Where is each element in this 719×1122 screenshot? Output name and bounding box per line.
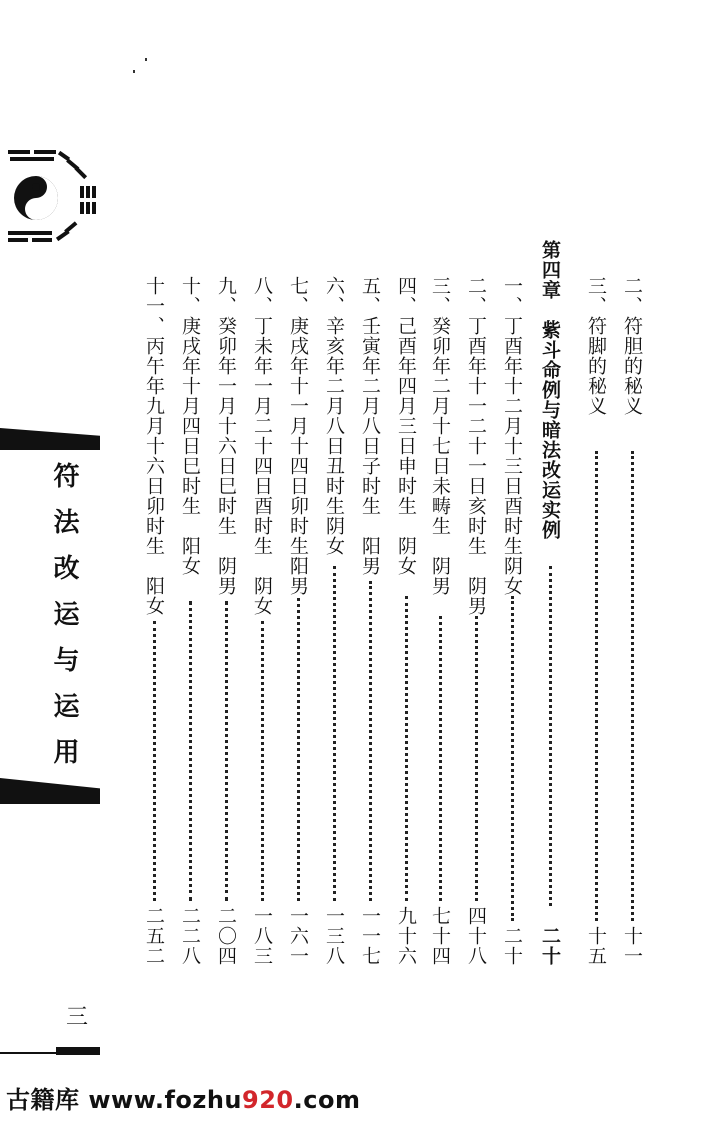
toc-entry xyxy=(322,276,348,966)
toc-entry xyxy=(464,276,490,966)
watermark-text: 古籍库 www.fozhu xyxy=(6,1086,243,1114)
toc-title: 七、庚戌年十一月十四日卯时生阳男 xyxy=(287,276,309,596)
toc-title: 九、癸卯年一月十六日巳时生 阴男 xyxy=(215,276,237,596)
toc-title: 八、丁未年一月二十四日酉时生 阴女 xyxy=(251,276,273,616)
toc-chapter-entry xyxy=(538,240,564,966)
bagua-taiji-icon xyxy=(0,140,110,250)
toc-title: 五、壬寅年二月八日子时生 阳男 xyxy=(359,276,381,576)
page-number: 三 xyxy=(66,1005,89,1030)
toc-entry xyxy=(394,276,420,966)
toc-page: 二十 xyxy=(501,926,523,966)
toc-page: 二〇四 xyxy=(215,906,237,966)
spine-bar-top xyxy=(0,428,100,450)
toc-entry xyxy=(428,276,454,966)
toc-page: 一一七 xyxy=(359,906,381,966)
toc-page: 十一 xyxy=(621,926,643,966)
toc-entry xyxy=(620,276,646,966)
speck xyxy=(145,58,147,61)
toc-page: 十五 xyxy=(585,926,607,966)
toc-entry xyxy=(250,276,276,966)
toc-leader xyxy=(631,451,634,921)
toc-entry xyxy=(500,276,526,966)
toc-leader xyxy=(549,566,552,906)
toc-page: 一八三 xyxy=(251,906,273,966)
toc-title: 一、丁酉年十二月十三日酉时生阴女 xyxy=(501,276,523,596)
toc-title: 十一、丙午年九月十六日卯时生 阳女 xyxy=(143,276,165,616)
toc-entry xyxy=(358,276,384,966)
toc-title: 二、丁酉年十一二十一日亥时生 阴男 xyxy=(465,276,487,616)
toc-title: 十、庚戌年十月四日巳时生 阳女 xyxy=(179,276,201,576)
watermark-number: 920 xyxy=(242,1086,294,1114)
toc-page: 一三八 xyxy=(323,906,345,966)
toc-leader xyxy=(439,616,442,901)
toc-entry xyxy=(214,276,240,966)
toc-leader xyxy=(595,451,598,921)
toc-title: 三、符脚的秘义 xyxy=(585,276,607,416)
toc-page: 七十四 xyxy=(429,906,451,966)
toc-leader xyxy=(333,566,336,901)
toc-page: 一六一 xyxy=(287,906,309,966)
toc-leader xyxy=(297,598,300,901)
toc-entry xyxy=(286,276,312,966)
toc-title: 六、辛亥年二月八日丑时生阴女 xyxy=(323,276,345,556)
watermark xyxy=(6,1080,360,1115)
toc-leader xyxy=(225,601,228,901)
speck xyxy=(133,70,135,73)
toc-leader xyxy=(369,581,372,901)
toc-page: 二五二 xyxy=(143,906,165,966)
toc-page: 九十六 xyxy=(395,906,417,966)
toc-entry xyxy=(178,276,204,966)
toc-leader xyxy=(405,596,408,901)
toc-page: 二二八 xyxy=(179,906,201,966)
toc-leader xyxy=(153,621,156,901)
toc-title: 三、癸卯年二月十七日未畴生 阴男 xyxy=(429,276,451,596)
toc-page: 二十 xyxy=(539,926,561,966)
toc-leader xyxy=(511,596,514,921)
toc-leader xyxy=(189,601,192,901)
toc-leader xyxy=(261,621,264,901)
watermark-suffix: .com xyxy=(293,1086,361,1114)
spine-title: 符法改运与运用 xyxy=(49,462,79,784)
toc-entry xyxy=(142,276,168,966)
toc-leader xyxy=(475,616,478,901)
footer-rule-thick xyxy=(56,1047,100,1055)
toc-page: 四十八 xyxy=(465,906,487,966)
toc-entry xyxy=(584,276,610,966)
toc-chapter-title: 第四章 紫斗命例与暗法改运实例 xyxy=(539,240,561,540)
toc-title: 四、己酉年四月三日申时生 阴女 xyxy=(395,276,417,576)
toc-title: 二、符胆的秘义 xyxy=(621,276,643,416)
